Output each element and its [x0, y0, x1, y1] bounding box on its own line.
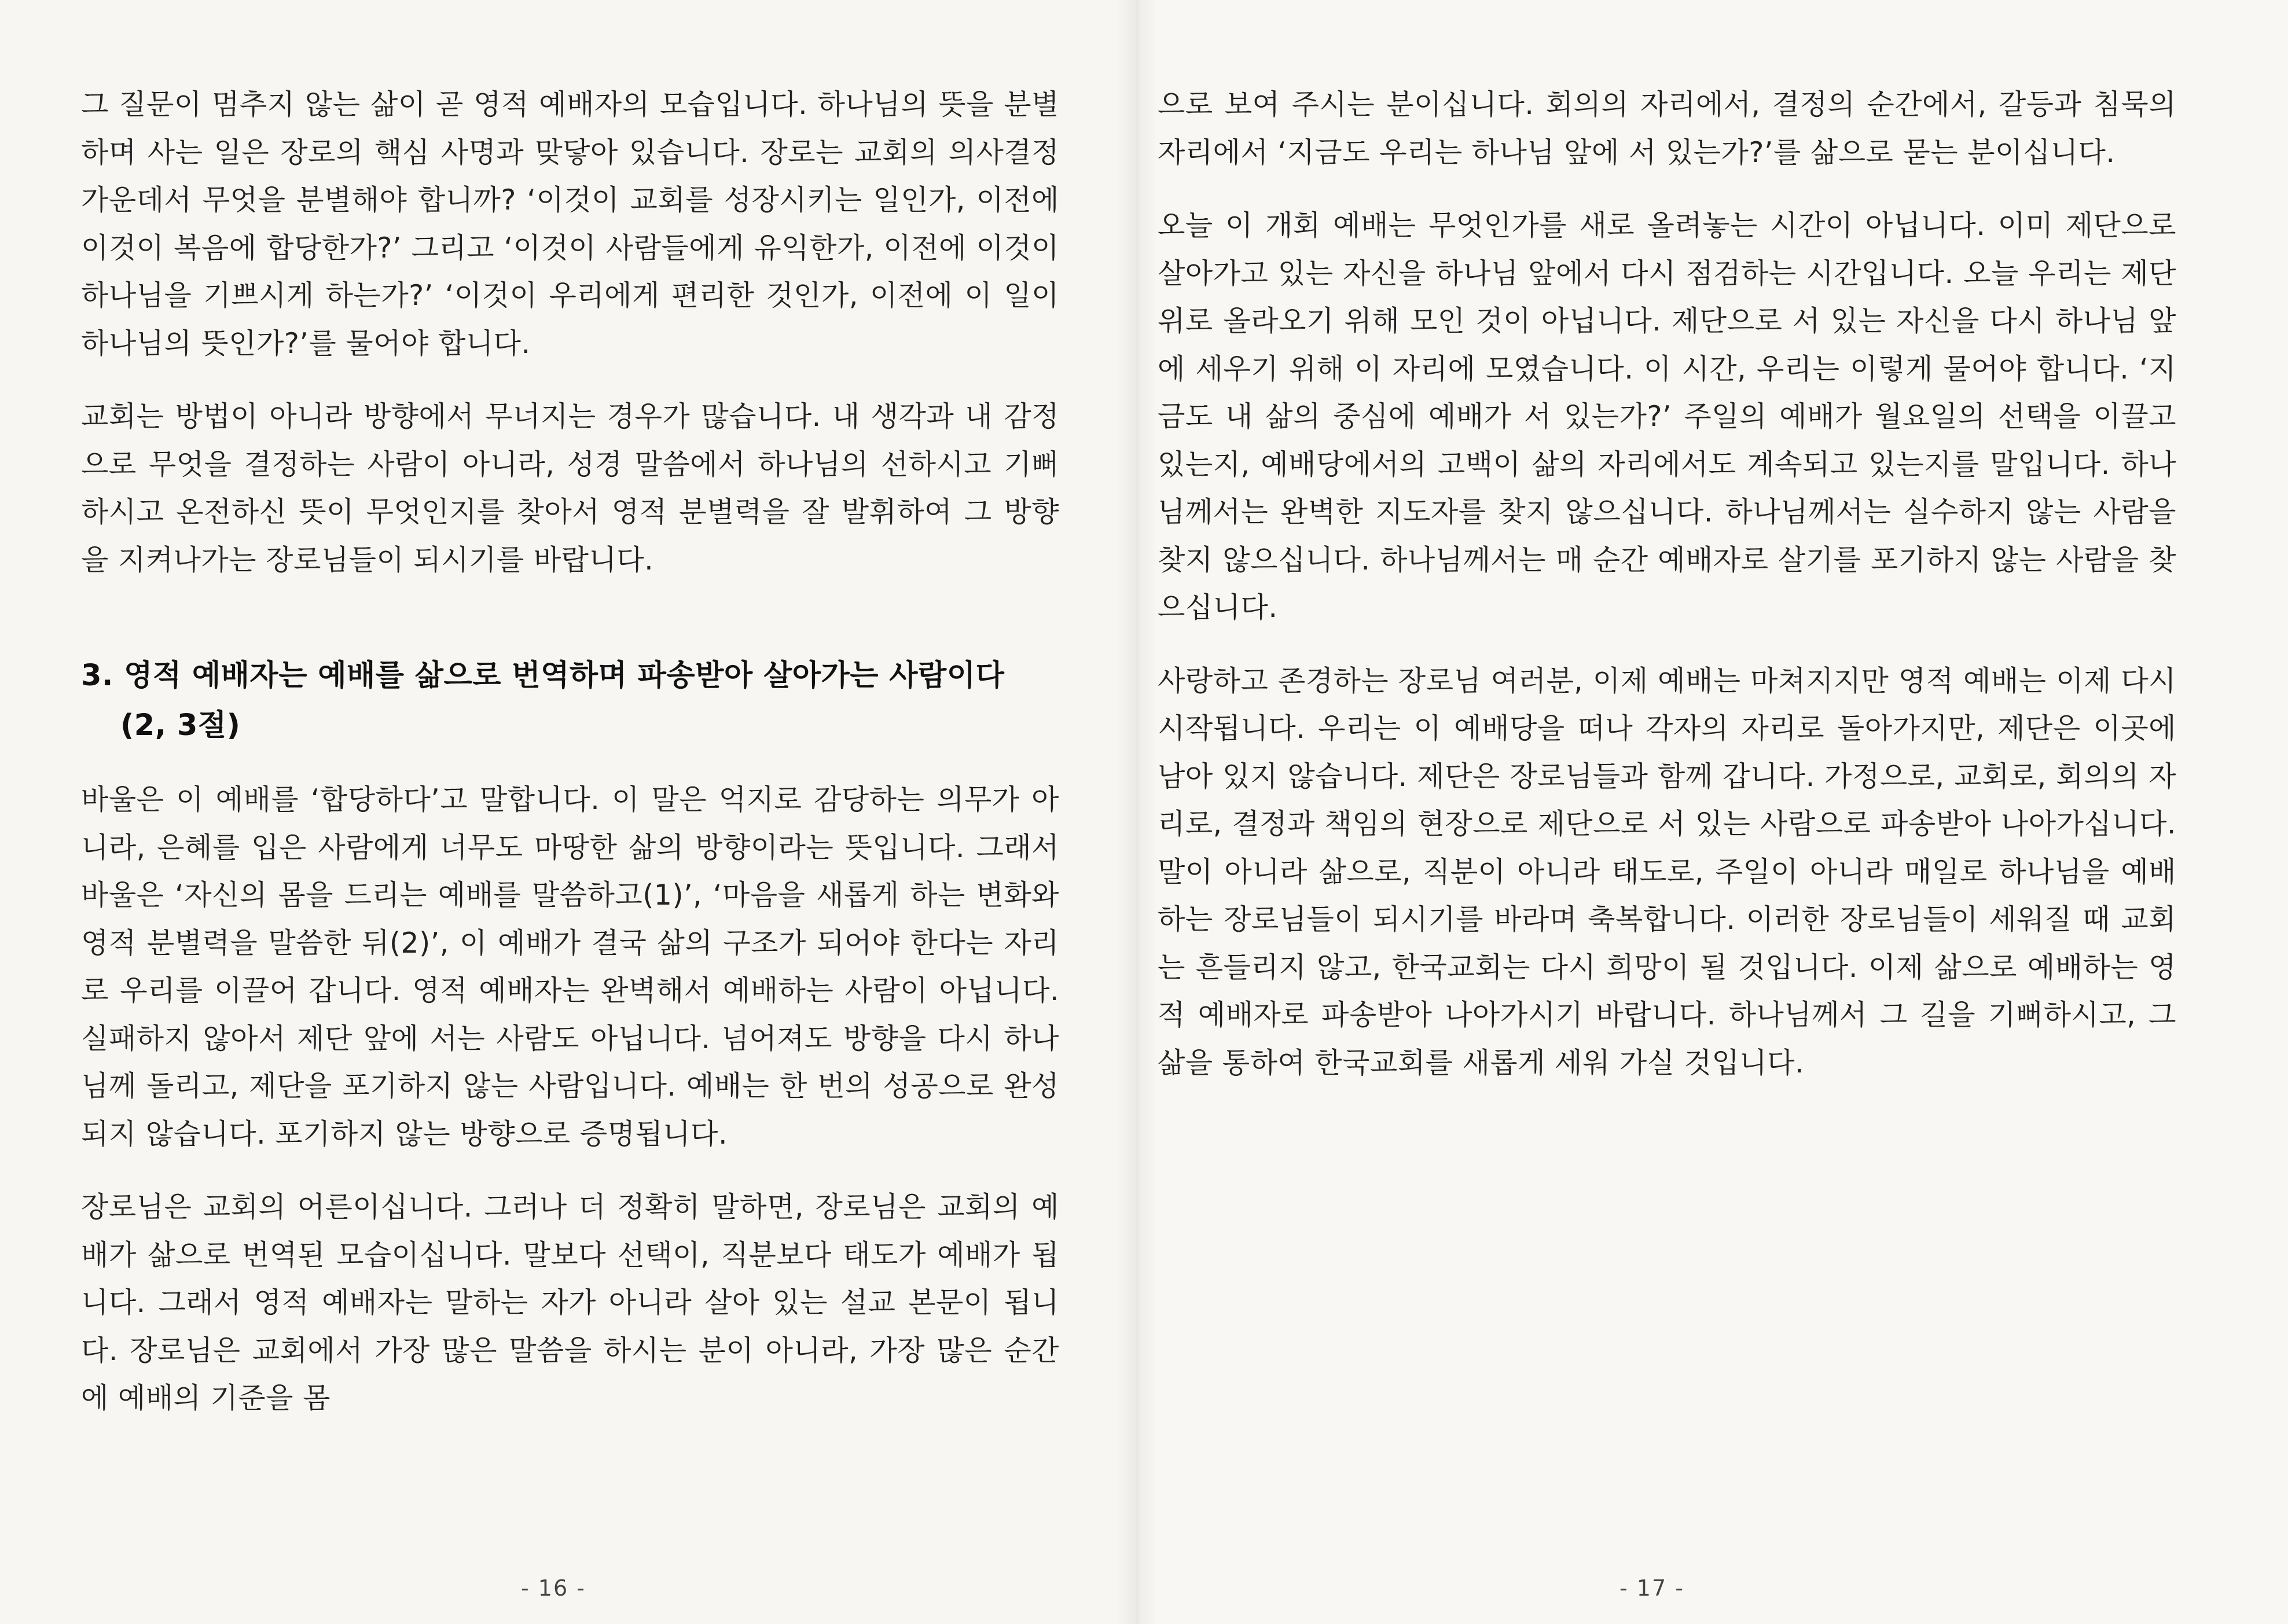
page-gutter: [1117, 0, 1158, 1624]
paragraph: 교회는 방법이 아니라 방향에서 무너지는 경우가 많습니다. 내 생각과 내 감정으로 무엇을 결정하는 사람이 아니라, 성경 말씀에서 하나님의 선하시고 기뻐하시고 온전하신 뜻이 무엇인지를 찾아서 영적 분별력을 잘 발휘하여 그 방향을 지켜나가는 장로님들이 되시기를 바랍니다.: [81, 400, 1059, 576]
paragraph: 그 질문이 멈추지 않는 삶이 곧 영적 예배자의 모습입니다. 하나님의 뜻을 분별하며 사는 일은 장로의 핵심 사명과 맞닿아 있습니다. 장로는 교회의 의사결정 가운데서 무엇을 분별해야 합니까? ‘이것이 교회를 성장시키는 일인가, 이전에 이것이 복음에 합당한가?’ 그리고 ‘이것이 사람들에게 유익한가, 이전에 이것이 하나님을 기쁘시게 하는가?’ ‘이것이 우리에게 편리한 것인가, 이전에 이 일이 하나님의 뜻인가?’를 물어야 합니다.: [81, 88, 1059, 360]
left-page: [0, 0, 1134, 1624]
left-column: [81, 81, 1059, 1423]
section-heading: [81, 651, 1059, 751]
page-number: - 17 -: [1619, 1575, 1684, 1601]
right-column: [1158, 81, 2176, 1087]
page-number: - 16 -: [521, 1575, 586, 1601]
section-heading-title: 3. 영적 예배자는 예배를 삶으로 번역하며 파송받아 살아가는 사람이다: [81, 659, 1005, 693]
paragraph: 바울은 이 예배를 ‘합당하다’고 말합니다. 이 말은 억지로 감당하는 의무가 아니라, 은혜를 입은 사람에게 너무도 마땅한 삶의 방향이라는 뜻입니다. 그래서 바울은 ‘자신의 몸을 드리는 예배를 말씀하고(1)’, ‘마음을 새롭게 하는 변화와 영적 분별력을 말씀한 뒤(2)’, 이 예배가 결국 삶의 구조가 되어야 한다는 자리로 우리를 이끌어 갑니다. 영적 예배자는 완벽해서 예배하는 사람이 아닙니다. 실패하지 않아서 제단 앞에 서는 사람도 아닙니다. 넘어져도 방향을 다시 하나님께 돌리고, 제단을 포기하지 않는 사람입니다. 예배는 한 번의 성공으로 완성되지 않습니다. 포기하지 않는 방향으로 증명됩니다.: [81, 783, 1059, 1151]
section-heading-verse: (2, 3절): [120, 708, 241, 743]
paragraph: 오늘 이 개회 예배는 무엇인가를 새로 올려놓는 시간이 아닙니다. 이미 제단으로 살아가고 있는 자신을 하나님 앞에서 다시 점검하는 시간입니다. 오늘 우리는 제단 위로 올라오기 위해 모인 것이 아닙니다. 제단으로 서 있는 자신을 다시 하나님 앞에 세우기 위해 이 자리에 모였습니다. 이 시간, 우리는 이렇게 물어야 합니다. ‘지금도 내 삶의 중심에 예배가 서 있는가?’ 주일의 예배가 월요일의 선택을 이끌고 있는지, 예배당에서의 고백이 삶의 자리에서도 계속되고 있는지를 말입니다. 하나님께서는 완벽한 지도자를 찾지 않으십니다. 하나님께서는 실수하지 않는 사람을 찾지 않으십니다. 하나님께서는 매 순간 예배자로 살기를 포기하지 않는 사람을 찾으십니다.: [1158, 209, 2176, 624]
paragraph: 사랑하고 존경하는 장로님 여러분, 이제 예배는 마쳐지지만 영적 예배는 이제 다시 시작됩니다. 우리는 이 예배당을 떠나 각자의 자리로 돌아가지만, 제단은 이곳에 남아 있지 않습니다. 제단은 장로님들과 함께 갑니다. 가정으로, 교회로, 회의의 자리로, 결정과 책임의 현장으로 제단으로 서 있는 사람으로 파송받아 나아가십니다. 말이 아니라 삶으로, 직분이 아니라 태도로, 주일이 아니라 매일로 하나님을 예배하는 장로님들이 되시기를 바라며 축복합니다. 이러한 장로님들이 세워질 때 교회는 흔들리지 않고, 한국교회는 다시 희망이 될 것입니다. 이제 삶으로 예배하는 영적 예배자로 파송받아 나아가시기 바랍니다. 하나님께서 그 길을 기뻐하시고, 그 삶을 통하여 한국교회를 새롭게 세워 가실 것입니다.: [1158, 664, 2176, 1079]
paragraph: 장로님은 교회의 어른이십니다. 그러나 더 정확히 말하면, 장로님은 교회의 예배가 삶으로 번역된 모습이십니다. 말보다 선택이, 직분보다 태도가 예배가 됩니다. 그래서 영적 예배자는 말하는 자가 아니라 살아 있는 설교 본문이 됩니다. 장로님은 교회에서 가장 많은 말씀을 하시는 분이 아니라, 가장 많은 순간에 예배의 기준을 몸: [81, 1191, 1059, 1414]
paragraph: 으로 보여 주시는 분이십니다. 회의의 자리에서, 결정의 순간에서, 갈등과 침묵의 자리에서 ‘지금도 우리는 하나님 앞에 서 있는가?’를 삶으로 묻는 분이십니다.: [1158, 88, 2176, 169]
right-page: [1134, 0, 2288, 1624]
